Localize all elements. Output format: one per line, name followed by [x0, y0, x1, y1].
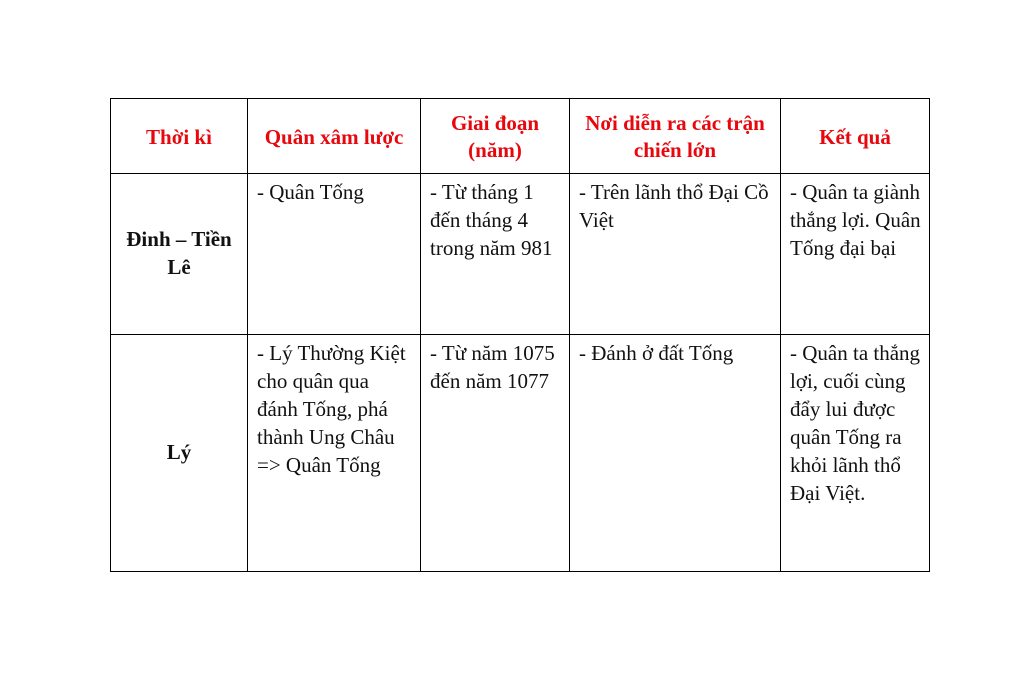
- cell-result: - Quân ta giành thắng lợi. Quân Tống đại bại: [781, 174, 930, 335]
- cell-period: Lý: [111, 335, 248, 572]
- header-invaders: Quân xâm lược: [248, 99, 421, 174]
- cell-invaders-line: => Quân Tống: [257, 453, 381, 477]
- table-row: [111, 174, 930, 335]
- cell-battle-location: - Đánh ở đất Tống: [570, 335, 781, 572]
- cell-timeframe: - Từ năm 1075 đến năm 1077: [421, 335, 570, 572]
- cell-period: Đinh – Tiền Lê: [111, 174, 248, 335]
- table-row: [111, 335, 930, 572]
- header-timeframe: Giai đoạn (năm): [421, 99, 570, 174]
- cell-result: - Quân ta thắng lợi, cuối cùng đẩy lui được quân Tống ra khỏi lãnh thổ Đại Việt.: [781, 335, 930, 572]
- header-battle-location: Nơi diễn ra các trận chiến lớn: [570, 99, 781, 174]
- cell-invaders: - Quân Tống: [248, 174, 421, 335]
- cell-timeframe: - Từ tháng 1 đến tháng 4 trong năm 981: [421, 174, 570, 335]
- cell-invaders: [248, 335, 421, 572]
- header-period: Thời kì: [111, 99, 248, 174]
- cell-battle-location: - Trên lãnh thổ Đại Cồ Việt: [570, 174, 781, 335]
- history-table: [110, 98, 930, 572]
- header-result: Kết quả: [781, 99, 930, 174]
- cell-invaders-line: - Lý Thường Kiệt cho quân qua đánh Tống, phá thành Ung Châu: [257, 341, 406, 449]
- header-row: [111, 99, 930, 174]
